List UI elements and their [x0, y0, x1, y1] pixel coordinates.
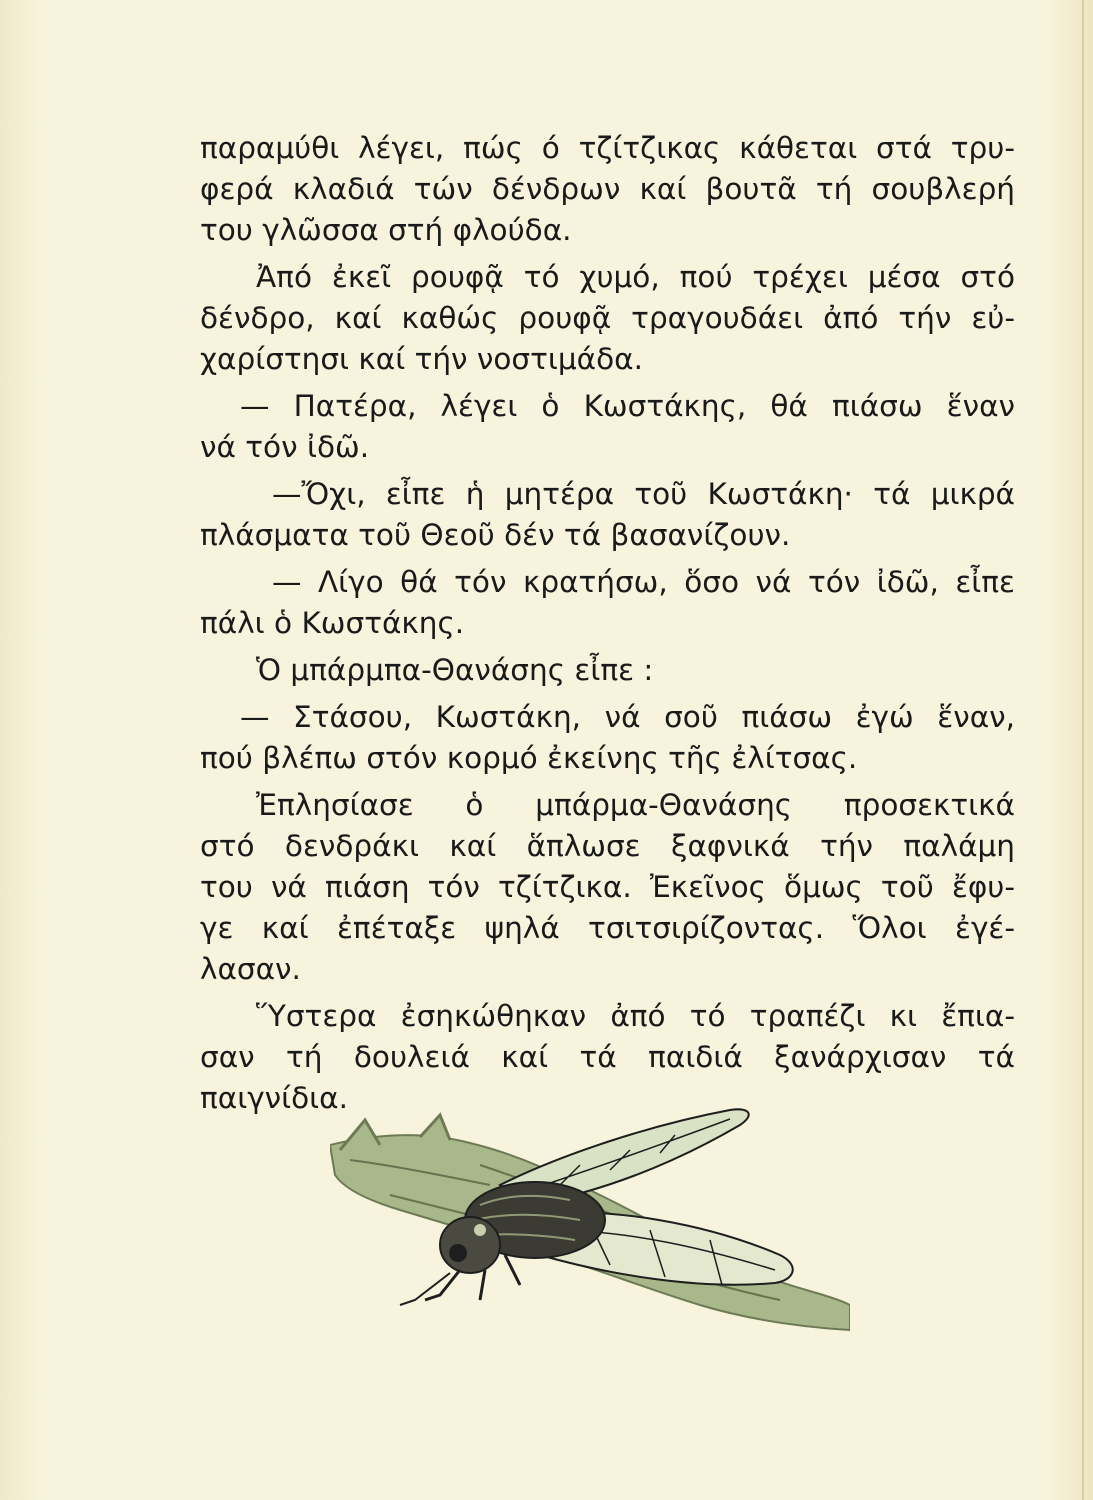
- text-line: παιγνίδια.: [200, 1081, 348, 1115]
- text-line: δένδρο, καί καθώς ρουφᾷ τραγουδάει ἀπό τήν εὐ-: [200, 301, 1015, 335]
- text-line: — Πατέρα, λέγει ὁ Κωστάκης, θά πιάσω ἕναν: [240, 389, 1015, 423]
- cicada-on-branch-icon: [330, 1105, 850, 1335]
- text-line: —Ὄχι, εἶπε ἡ μητέρα τοῦ Κωστάκη· τά μικρά: [272, 477, 1015, 511]
- text-line: νά τόν ἰδῶ.: [200, 430, 370, 464]
- text-line: πού βλέπω στόν κορμό ἐκείνης τῆς ἐλίτσας.: [200, 741, 858, 775]
- text-line: — Στάσου, Κωστάκη, νά σοῦ πιάσω ἐγώ ἕναν,: [240, 700, 1015, 734]
- text-line: του νά πιάση τόν τζίτζικα. Ἐκεῖνος ὅμως τοῦ ἔφυ-: [200, 870, 1015, 904]
- text-line: στό δενδράκι καί ἅπλωσε ξαφνικά τήν παλάμη: [200, 829, 1015, 863]
- text-line: λασαν.: [200, 952, 301, 986]
- page-edge: [1082, 0, 1084, 1500]
- text-line: παραμύθι λέγει, πώς ό τζίτζικας κάθεται στά τρυ-: [200, 131, 1015, 165]
- text-line: Ἐπλησίασε ὁ μπάρμα-Θανάσης προσεκτικά: [256, 788, 1015, 822]
- text-line: Ὕστερα ἐσηκώθηκαν ἀπό τό τραπέζι κι ἔπια-: [256, 999, 1015, 1033]
- text-line: του γλῶσσα στή φλούδα.: [200, 213, 572, 247]
- text-line: χαρίστησι καί τήν νοστιμάδα.: [200, 342, 643, 376]
- text-line: — Λίγο θά τόν κρατήσω, ὅσο νά τόν ἰδῶ, εἶπε: [272, 565, 1015, 599]
- text-line: Ὁ μπάρμπα-Θανάσης εἶπε :: [256, 653, 654, 687]
- text-line: σαν τή δουλειά καί τά παιδιά ξανάρχισαν τά: [200, 1040, 1015, 1074]
- text-line: πάλι ὁ Κωστάκης.: [200, 606, 465, 640]
- text-line: πλάσματα τοῦ Θεοῦ δέν τά βασανίζουν.: [200, 518, 791, 552]
- text-line: Ἀπό ἐκεῖ ρουφᾷ τό χυμό, πού τρέχει μέσα στό: [256, 260, 1015, 294]
- text-line: γε καί ἐπέταξε ψηλά τσιτσιρίζοντας. Ὅλοι ἐγέ-: [200, 911, 1015, 945]
- text-line: φερά κλαδιά τών δένδρων καί βουτᾶ τή σουβλερή: [200, 172, 1015, 206]
- body-text: [200, 128, 1015, 1119]
